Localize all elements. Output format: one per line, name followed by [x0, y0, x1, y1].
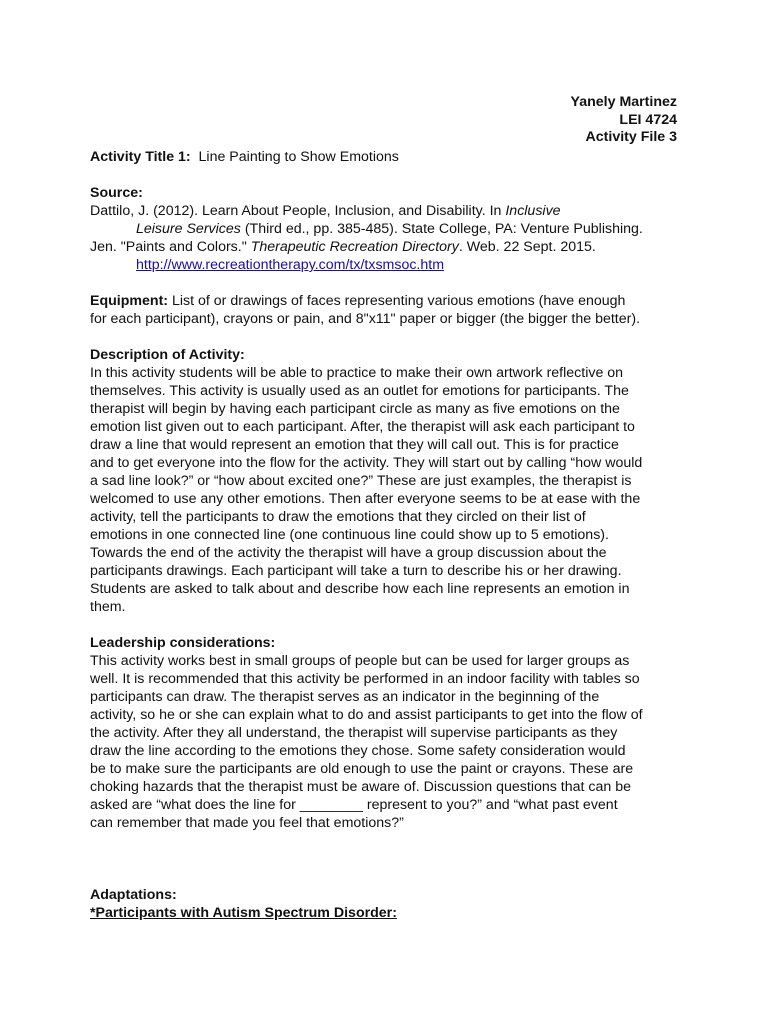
course-code: LEI 4724 — [619, 111, 677, 128]
leadership-line: well. It is recommended that this activity be performed in an indoor facility with tables so — [90, 671, 640, 687]
description-line: welcomed to use any other emotions. Then after everyone seems to be at ease with the — [90, 491, 641, 507]
source-heading: Source: — [90, 185, 143, 201]
description-line: draw a line that would represent an emotion that they will call out. This is for practice — [90, 437, 619, 453]
leadership-line: participants can draw. The therapist serves as an indicator in the beginning of the — [90, 689, 600, 705]
reference-1-italic: Inclusive — [505, 203, 561, 219]
description-line: In this activity students will be able to practice to make their own artwork reflective on — [90, 365, 624, 381]
leadership-line: This activity works best in small groups of people but can be used for larger groups as — [90, 653, 630, 669]
description-heading: Description of Activity: — [90, 347, 245, 363]
description-line: a sad line look?” or “how about excited one?” These are just examples, the therapist is — [90, 473, 632, 489]
leadership-line: asked are “what does the line for ________ represent to you?” and “what past event — [90, 797, 618, 813]
source-section — [90, 184, 690, 274]
reference-1-publisher: (Third ed., pp. 385-485). State College, PA: Venture Publishing. — [240, 221, 643, 237]
adaptations-subheading: *Participants with Autism Spectrum Disorder: — [90, 905, 397, 921]
leadership-line: can remember that made you feel that emotions?” — [90, 815, 404, 831]
description-line: therapist will begin by having each participant circle as many as five emotions on the — [90, 401, 620, 417]
description-line: them. — [90, 599, 126, 615]
leadership-line: draw the line according to the emotions they chose. Some safety consideration would — [90, 743, 626, 759]
description-line: Students are asked to talk about and describe how each line represents an emotion in — [90, 581, 630, 597]
document-body — [90, 148, 690, 922]
reference-2-text: Jen. "Paints and Colors." — [90, 239, 251, 255]
description-line: and to get everyone into the flow for the activity. They will start out by calling “how would — [90, 455, 643, 471]
description-line: activity, tell the participants to draw the emotions that they circled on their list of — [90, 509, 586, 525]
reference-2 — [90, 238, 690, 256]
reference-1 — [90, 202, 690, 220]
reference-1-book-title: Leisure Services — [136, 221, 241, 237]
leadership-line: choking hazards that the therapist must be aware of. Discussion questions that can be — [90, 779, 632, 795]
adaptations-heading: Adaptations: — [90, 887, 177, 903]
equipment-line: List of or drawings of faces representing various emotions (have enough — [168, 293, 626, 309]
reference-2-date: . Web. 22 Sept. 2015. — [458, 239, 596, 255]
file-label: Activity File 3 — [585, 129, 677, 145]
activity-title-label: Activity Title 1: — [90, 149, 191, 165]
leadership-heading: Leadership considerations: — [90, 635, 276, 651]
reference-1-cont — [90, 220, 690, 238]
reference-link[interactable]: http://www.recreationtherapy.com/tx/txsmsoc.htm — [136, 257, 445, 273]
equipment-label: Equipment: — [90, 293, 169, 309]
description-line: participants drawings. Each participant will take a turn to describe his or her drawing. — [90, 563, 622, 579]
description-line: emotion list given out to each participant. After, the therapist will ask each participant to — [90, 419, 635, 435]
leadership-line: the activity. After they all understand, the therapist will supervise participants as they — [90, 725, 618, 741]
author-name: Yanely Martinez — [570, 94, 677, 110]
activity-title-value: Line Painting to Show Emotions — [198, 149, 399, 165]
reference-2-link-line — [90, 256, 690, 274]
description-line: themselves. This activity is usually used as an outlet for emotions for participants. The — [90, 383, 629, 399]
leadership-line: activity, so he or she can explain what to do and assist participants to get into the flow of — [90, 707, 643, 723]
description-line: Towards the end of the activity the therapist will have a group discussion about the — [90, 545, 607, 561]
leadership-line: be to make sure the participants are old enough to use the paint or crayons. These are — [90, 761, 634, 777]
reference-2-italic: Therapeutic Recreation Directory — [250, 239, 459, 255]
equipment-section — [90, 292, 690, 328]
leadership-section — [90, 634, 690, 832]
adaptations-section — [90, 886, 690, 922]
equipment-line: for each participant), crayons or pain, and 8"x11" paper or bigger (the bigger the better). — [90, 311, 641, 327]
activity-title — [90, 148, 690, 166]
header-block — [571, 94, 677, 147]
description-line: emotions in one connected line (one continuous line could show up to 5 emotions). — [90, 527, 609, 543]
reference-1-text: Dattilo, J. (2012). Learn About People, Inclusion, and Disability. In — [90, 203, 506, 219]
description-section — [90, 346, 690, 616]
